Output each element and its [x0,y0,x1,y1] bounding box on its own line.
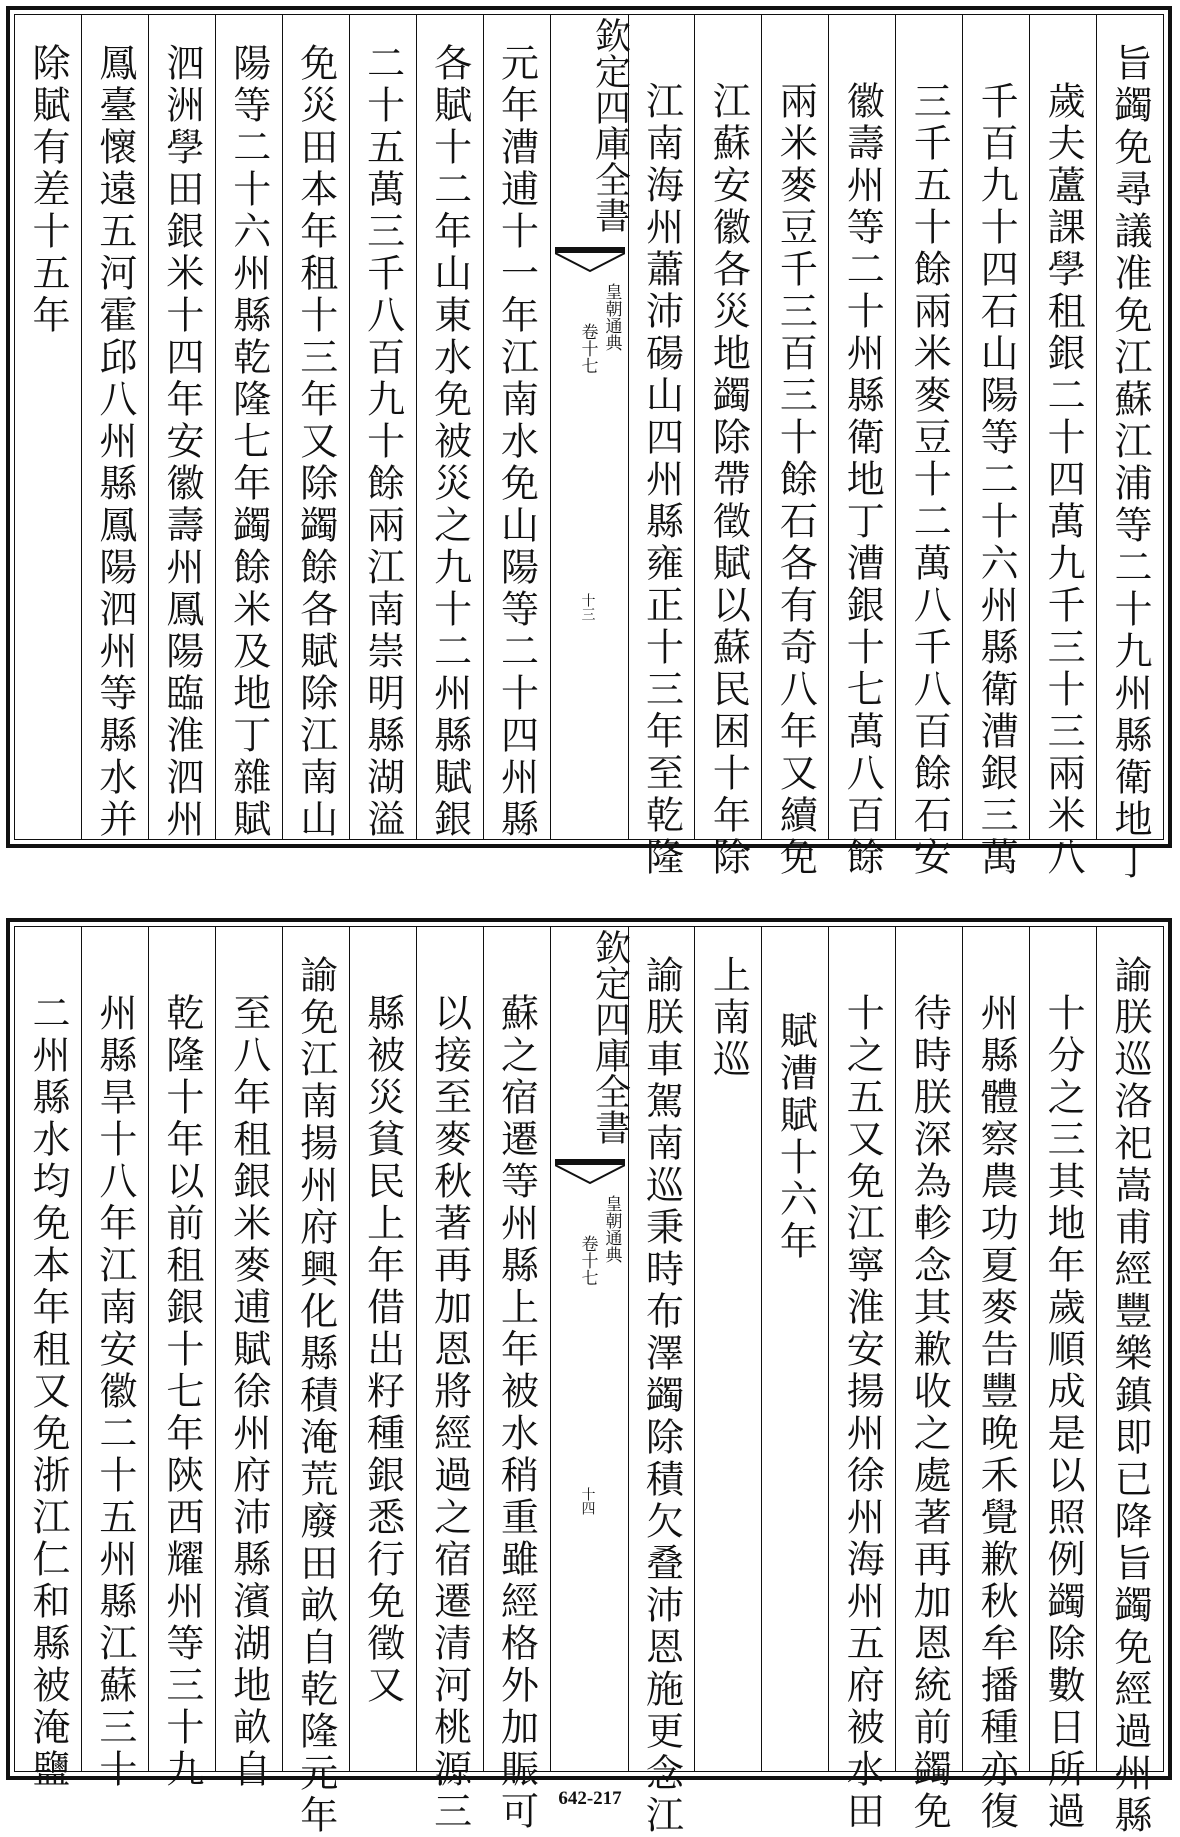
text-column: 州縣體察農功夏麥告豐晚禾覺歉秋牟播種亦復 [962,927,1029,1771]
text-column: 諭朕車駕南巡秉時布澤蠲除積欠叠沛恩施更念江 [628,927,695,1771]
page-number: 642-217 [558,1788,622,1809]
text-column: 旨蠲免尋議准免江蘇江浦等二十九州縣衛地丁 [1096,15,1163,839]
text-column: 元年漕逋十一年江南水免山陽等二十四州縣 [483,15,550,839]
text-column: 縣被災貧民上年借出籽種銀悉行免徵又 [349,927,416,1771]
text-column: 兩米麥豆千三百三十餘石各有奇八年又續免 [761,15,828,839]
book-heart-strip [550,15,631,839]
folio-number: 十四 [579,1487,596,1515]
text-column: 蘇之宿遷等州縣上年被水稍重雖經格外加賑可 [483,927,550,1771]
text-column: 江蘇安徽各災地蠲除帶徵賦以蘇民困十年除 [694,15,761,839]
text-column: 待時朕深為軫念其歉收之處著再加恩統前蠲免 [895,927,962,1771]
volume-label: 卷十七 [577,1235,598,1286]
text-column: 三千五十餘兩米麥豆十二萬八千八百餘石安 [895,15,962,839]
volume-label: 卷十七 [577,323,598,374]
book-title: 欽定四庫全書 [589,17,631,233]
text-column: 十分之三其地年歲順成是以照例蠲除數日所過 [1029,927,1096,1771]
text-column: 鳳臺懷遠五河霍邱八州縣鳳陽泗州等縣水并 [81,15,148,839]
text-column: 州縣旱十八年江南安徽二十五州縣江蘇三十 [81,927,148,1771]
text-column: 二州縣水均免本年租又免浙江仁和縣被淹鹽 [25,993,70,1791]
text-column: 賦漕賦十六年 [761,927,828,1771]
top-page-frame [14,14,1164,883]
text-column: 徽壽州等二十州縣衛地丁漕銀十七萬八百餘 [828,15,895,839]
section-name: 皇朝通典 [601,1195,622,1263]
text-column: 江南海州蕭沛碭山四州縣雍正十三年至乾隆 [628,15,695,839]
text-column: 以接至麥秋著再加恩將經過之宿遷清河桃源三 [416,927,483,1771]
top-page [6,6,1172,883]
text-column: 至八年租銀米麥逋賦徐州府沛縣濱湖地畝自 [215,927,282,1771]
text-column: 諭朕巡洛祀嵩甫經豐樂鎮即已降旨蠲免經過州縣 [1096,927,1163,1771]
text-column: 免災田本年租十三年又除蠲餘各賦除江南山 [282,15,349,839]
text-column: 泗洲學田銀米十四年安徽壽州鳳陽臨淮泗州 [148,15,215,839]
text-column: 諭免江南揚州府興化縣積淹荒廢田畝自乾隆元年 [282,927,349,1771]
text-column: 歲夫蘆課學租銀二十四萬九千三十三兩米八 [1029,15,1096,839]
book-title: 欽定四庫全書 [589,929,631,1145]
text-column: 二十五萬三千八百九十餘兩江南崇明縣湖溢 [349,15,416,839]
text-column: 上南巡 [694,927,761,1771]
text-column: 陽等二十六州縣乾隆七年蠲餘米及地丁雜賦 [215,15,282,839]
folio-number: 十三 [579,593,596,621]
fishtail-ornament [555,1159,625,1185]
top-page-columns [15,15,1163,883]
text-column: 千百九十四石山陽等二十六州縣衛漕銀三萬 [962,15,1029,839]
text-column: 乾隆十年以前租銀十七年陝西耀州等三十九 [148,927,215,1771]
fishtail-ornament [555,247,625,273]
book-heart-strip [550,927,631,1771]
text-column: 各賦十二年山東水免被災之九十二州縣賦銀 [416,15,483,839]
text-column: 除賦有差十五年 [25,43,70,337]
text-column: 十之五又免江寧淮安揚州徐州海州五府被水田 [828,927,895,1771]
section-name: 皇朝通典 [601,283,622,351]
